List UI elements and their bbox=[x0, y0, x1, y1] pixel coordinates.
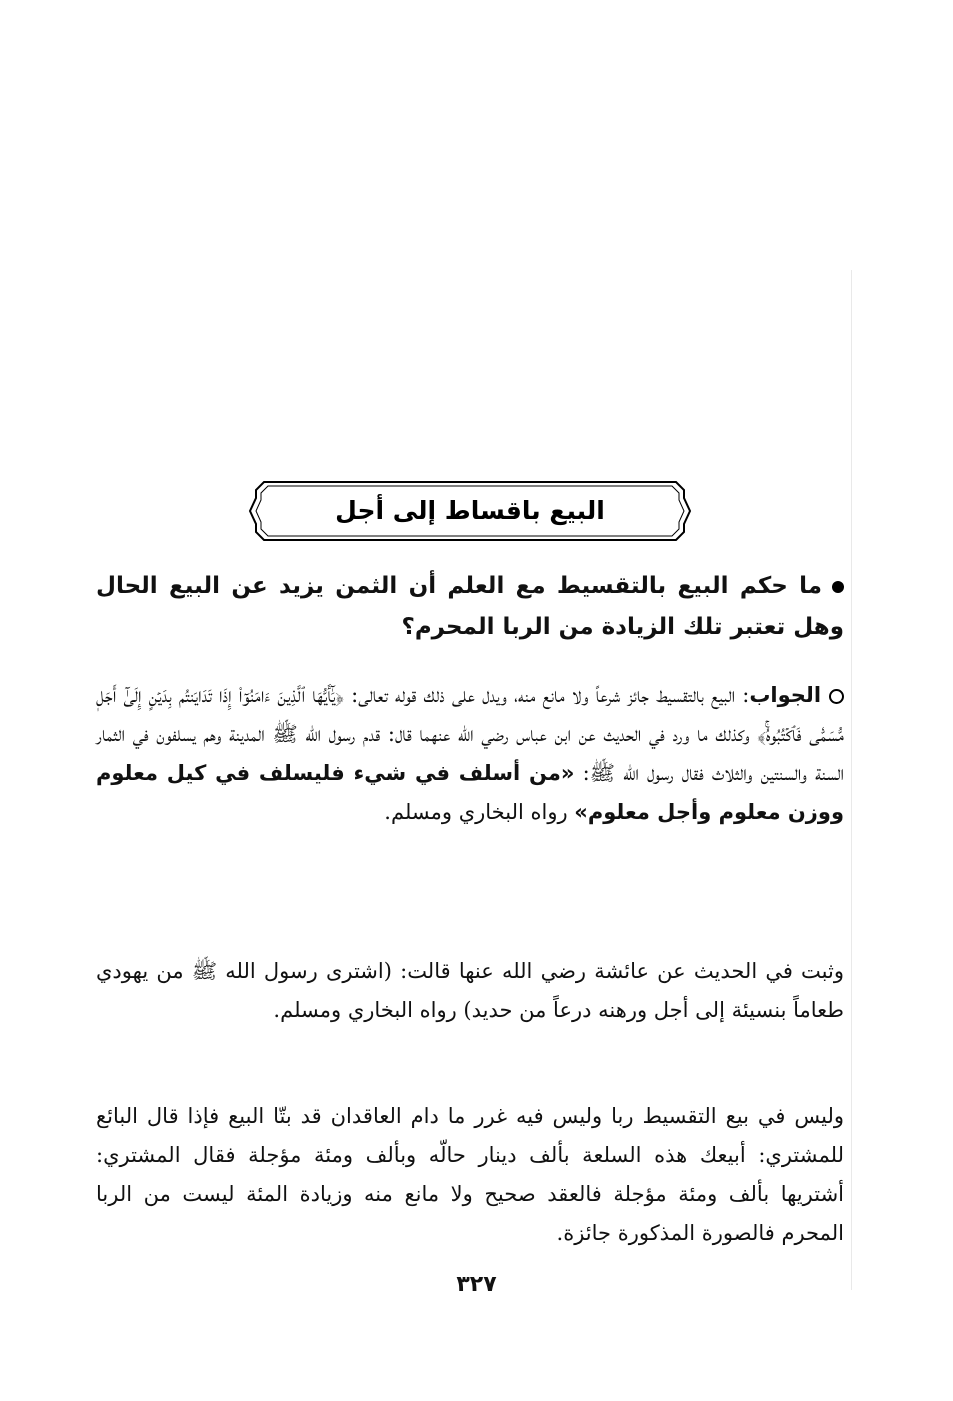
title-frame bbox=[246, 478, 694, 544]
quran-verse: ﴿يَٰٓأَيُّهَا ٱلَّذِينَ ءَامَنُوٓاْ إِذَا تَدَايَنتُم بِدَيۡنٍ إِلَىٰٓ أَجَلٖ مُّسَمّٗى فَٱكۡتُبُوهُۚ﴾ bbox=[96, 683, 844, 746]
hadith-text: «من أسلف في شيء فليسلف في كيل معلوم ووزن معلوم وأجل معلوم» bbox=[96, 761, 844, 824]
answer-intro: : البيع بالتقسيط جائز شرعاً ولا مانع منه، ويدل على ذلك قوله تعالى: bbox=[343, 683, 750, 707]
page-title: البيع باقساط إلى أجل bbox=[335, 496, 605, 525]
page-edge-line bbox=[851, 270, 852, 1290]
bullet-icon bbox=[832, 581, 844, 593]
circle-icon bbox=[829, 689, 844, 704]
page-number: ٣٢٧ bbox=[456, 1272, 497, 1297]
paragraph-ruling: وليس في بيع التقسيط ربا وليس فيه غرر ما دام العاقدان قد بتّا البيع فإذا قال البائع للمشتري: أبيعك هذه السلعة بألف دينار حالّه وبألف ومئة مؤجلة فقال المشتري: أشتريها بألف ومئة مؤجلة فالعقد صحيح ولا مانع منه وزيادة المئة ليست من الربا المحرم فالصورة المذكورة جائزة. bbox=[96, 1104, 845, 1245]
question-text: ما حكم البيع بالتقسيط مع العلم أن الثمن يزيد عن البيع الحال وهل تعتبر تلك الزيادة من الربا المحرم؟ bbox=[96, 573, 844, 640]
hadith-intro: وكذلك ما ورد في الحديث عن ابن عباس رضي الله عنهما قال: قدم رسول الله ﷺ المدينة وهم يسلفون في الثمار السنة والسنتين والثلاث فقال رسول الله ﷺ: bbox=[96, 722, 844, 785]
answer-label: الجواب bbox=[749, 683, 822, 707]
paragraph-aisha-hadith: وثبت في الحديث عن عائشة رضي الله عنها قالت: (اشترى رسول الله ﷺ من يهودي طعاماً بنسيئة إلى أجل ورهنه درعاً من حديد) رواه البخاري ومسلم. bbox=[96, 959, 844, 1022]
answer-paragraph bbox=[96, 676, 844, 832]
question-block bbox=[96, 566, 844, 648]
hadith-source: رواه البخاري ومسلم. bbox=[384, 800, 575, 824]
